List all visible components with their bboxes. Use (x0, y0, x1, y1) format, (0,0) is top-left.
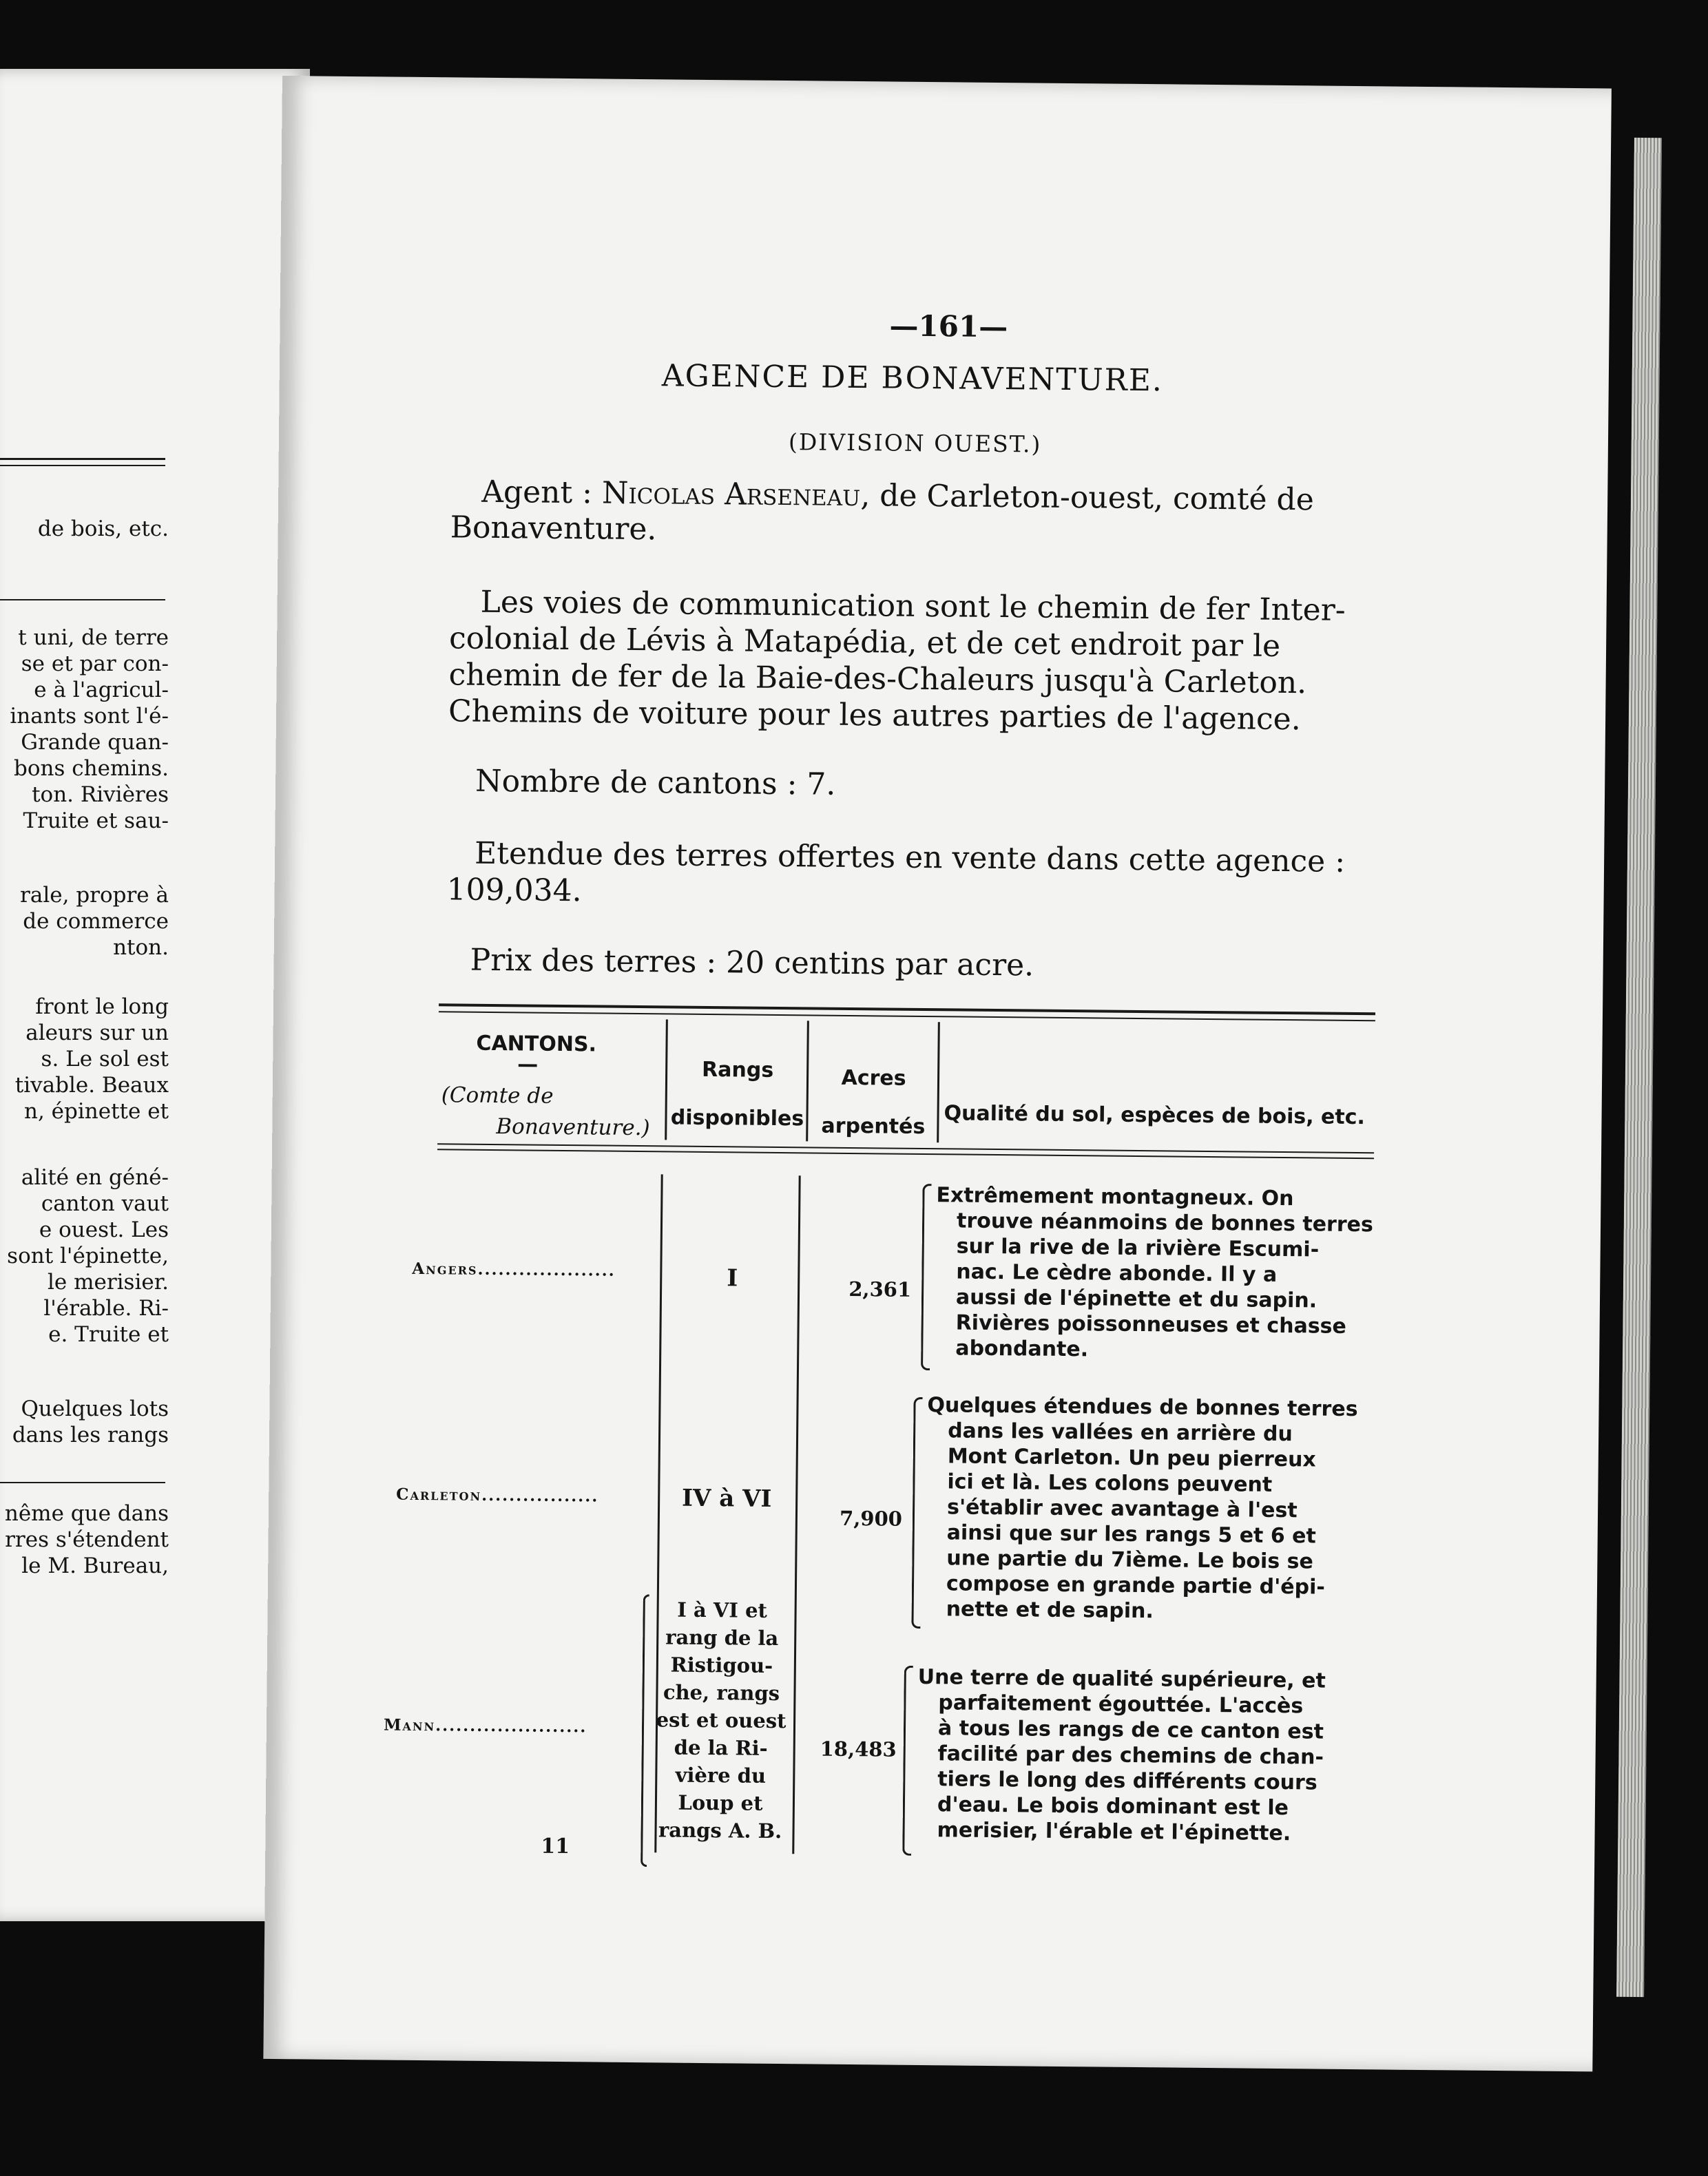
canton-label: Mann (383, 1715, 436, 1735)
rangs-line: vière du (675, 1763, 767, 1788)
left-text-line: n, épinette et (23, 1099, 169, 1124)
qualite-line: Extrêmement montagneux. On (936, 1183, 1294, 1211)
left-text-line: aleurs sur un (25, 1021, 169, 1045)
left-text-line: le merisier. (47, 1270, 169, 1295)
communication-line: colonial de Lévis à Matapédia, et de cet endroit par le (448, 620, 1281, 664)
header-comte: Bonaventure.) (496, 1114, 650, 1141)
prix-line: Prix des terres : 20 centins par acre. (470, 942, 1034, 983)
left-text-line: nton. (113, 935, 169, 960)
left-text-line: e. Truite et (48, 1322, 169, 1347)
qualite-line: facilité par des chemins de chan- (937, 1741, 1324, 1770)
qualite-line: Rivières poissonneuses et chasse (955, 1310, 1347, 1339)
canton-name (412, 1259, 616, 1280)
qualite-line: sur la rive de la rivière Escumi- (956, 1234, 1320, 1262)
page-number: —161— (889, 308, 1008, 344)
division-subtitle: (DIVISION OUEST.) (788, 428, 1042, 458)
left-text-line: Truite et sau- (23, 808, 169, 833)
etendue-line: Etendue des terres offertes en vente dans cette agence : (474, 835, 1346, 879)
qualite-line: tiers le long des différents cours (937, 1767, 1318, 1795)
right-page (263, 76, 1612, 2071)
qualite-line: compose en grande partie d'épi- (946, 1571, 1325, 1600)
column-rule (665, 1019, 668, 1140)
left-text-line: sont l'épinette, (7, 1244, 169, 1268)
left-text-line: e ouest. Les (39, 1217, 169, 1242)
left-text-line: front le long (35, 994, 169, 1019)
qualite-line: nette et de sapin. (946, 1597, 1154, 1624)
left-text-line: inants sont l'é- (10, 704, 169, 729)
left-text-line: nême que dans (4, 1501, 169, 1526)
left-text-line: canton vaut (41, 1191, 169, 1216)
qualite-line: aussi de l'épinette et du sapin. (955, 1285, 1318, 1313)
canton-label: Carleton (396, 1485, 482, 1505)
left-text-line: de commerce (23, 909, 169, 934)
rangs-value: I (727, 1264, 738, 1293)
left-rule (0, 465, 165, 466)
header-rangs: disponibles (670, 1105, 804, 1131)
dot-leader: .................... (477, 1259, 616, 1280)
header-dash: — (517, 1052, 539, 1077)
qualite-line: abondante. (955, 1336, 1089, 1362)
header-qualite: Qualité du sol, espèces de bois, etc. (944, 1101, 1366, 1130)
qualite-line: trouve néanmoins de bonnes terres (956, 1209, 1373, 1237)
signature-number: 11 (541, 1834, 570, 1859)
qualite-line: d'eau. Le bois dominant est le (937, 1792, 1289, 1821)
qualite-line: s'établir avec avantage à l'est (946, 1495, 1298, 1523)
rangs-line: est et ouest (656, 1708, 787, 1733)
rangs-value: IV à VI (681, 1484, 772, 1513)
agent-line-2: Bonaventure. (450, 510, 657, 547)
left-text-line: rres s'étendent (5, 1527, 169, 1552)
qualite-line: Mont Carleton. Un peu pierreux (947, 1444, 1316, 1472)
qualite-line: dans les vallées en arrière du (947, 1419, 1293, 1447)
rangs-brace (640, 1594, 649, 1867)
rangs-line: rang de la (665, 1625, 779, 1651)
left-text-line: se et par con- (21, 651, 169, 676)
left-text-line: le M. Bureau, (21, 1553, 169, 1578)
header-rangs: Rangs (701, 1057, 774, 1082)
rangs-line: I à VI et (677, 1598, 768, 1622)
row-brace (911, 1397, 922, 1629)
communication-line: Chemins de voiture pour les autres parties de l'agence. (448, 693, 1301, 737)
rangs-line: che, rangs (663, 1680, 780, 1706)
acres-value: 7,900 (839, 1506, 903, 1531)
qualite-line: Quelques étendues de bonnes terres (927, 1393, 1358, 1422)
qualite-line: parfaitement égouttée. L'accès (938, 1691, 1304, 1719)
header-bottom-rule (437, 1143, 1374, 1153)
dot-leader: ................. (481, 1485, 599, 1506)
header-acres: arpentés (821, 1113, 926, 1140)
header-acres: Acres (841, 1065, 906, 1091)
left-text-line: s. Le sol est (41, 1047, 169, 1071)
qualite-line: nac. Le cèdre abonde. Il y a (956, 1259, 1278, 1287)
rangs-line: rangs A. B. (658, 1818, 782, 1843)
left-text-line: t uni, de terre (18, 625, 169, 650)
column-rule (806, 1021, 809, 1141)
left-page (0, 69, 310, 1921)
canton-name (396, 1485, 598, 1506)
left-text-line: bons chemins. (14, 756, 169, 781)
qualite-line: Une terre de qualité supérieure, et (917, 1664, 1326, 1693)
agency-title: AGENCE DE BONAVENTURE. (661, 358, 1164, 399)
agent-label: Agent : (481, 474, 593, 511)
left-text-line: l'érable. Ri- (43, 1296, 169, 1321)
left-text-line: e à l'agricul- (34, 678, 169, 702)
left-text-line: ton. Rivières (32, 782, 169, 807)
column-rule (937, 1022, 940, 1142)
cantons-count: Nombre de cantons : 7. (475, 763, 836, 802)
rangs-line: Loup et (678, 1790, 763, 1815)
left-text-line: Grande quan- (21, 730, 169, 755)
qualite-line: une partie du 7ième. Le bois se (946, 1546, 1313, 1574)
dot-leader: ...................... (435, 1716, 587, 1737)
communication-line: chemin de fer de la Baie-des-Chaleurs jusqu'à Carleton. (448, 657, 1307, 701)
left-text-line: alité en géné- (21, 1165, 169, 1190)
row-brace (921, 1184, 932, 1370)
qualite-line: à tous les rangs de ce canton est (937, 1716, 1324, 1744)
left-rule (0, 1482, 165, 1483)
rangs-line: Ristigou- (670, 1653, 773, 1677)
left-text-line: de bois, etc. (37, 516, 169, 541)
rangs-line: de la Ri- (674, 1735, 768, 1760)
left-text-line: rale, propre à (20, 883, 169, 908)
header-cantons: CANTONS. (476, 1031, 597, 1057)
qualite-line: ici et là. Les colons peuvent (947, 1469, 1273, 1497)
left-rule (0, 458, 165, 460)
communication-line: Les voies de communication sont le chemin de fer Inter- (480, 584, 1346, 628)
canton-name (384, 1716, 587, 1737)
left-text-line: tivable. Beaux (14, 1073, 169, 1098)
left-text-line: dans les rangs (12, 1423, 169, 1447)
left-rule (0, 599, 165, 600)
left-text-line: Quelques lots (21, 1396, 169, 1421)
etendue-value: 109,034. (446, 872, 582, 909)
acres-value: 2,361 (848, 1277, 912, 1301)
agent-location: , de Carleton-ouest, comté de (860, 478, 1314, 518)
page-stack-edge (1616, 138, 1662, 1997)
acres-value: 18,483 (820, 1737, 897, 1761)
qualite-line: ainsi que sur les rangs 5 et 6 et (946, 1520, 1316, 1549)
canton-label: Angers (412, 1259, 478, 1279)
agent-name: Nicolas Arseneau (601, 475, 861, 514)
qualite-line: merisier, l'érable et l'épinette. (937, 1818, 1291, 1846)
header-comte: (Comte de (441, 1082, 554, 1109)
row-brace (902, 1666, 913, 1856)
